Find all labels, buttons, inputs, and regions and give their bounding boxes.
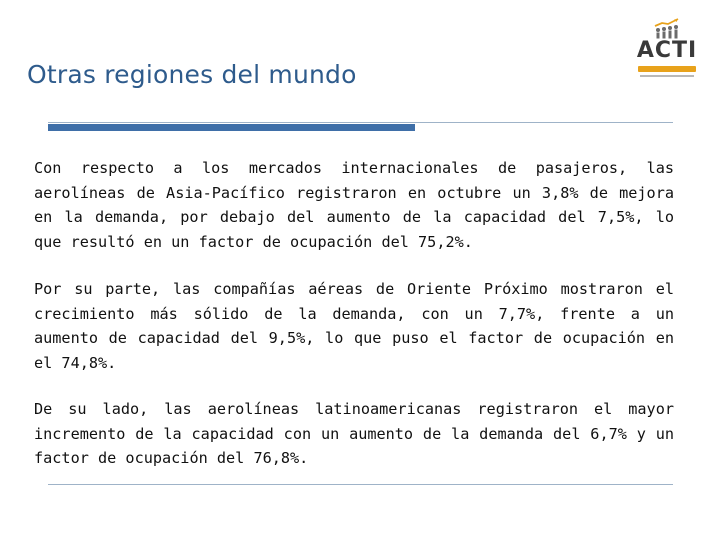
header-accent-bar	[48, 124, 415, 131]
logo-wordmark: ACTI	[636, 38, 698, 63]
paragraph-middle-east: Por su parte, las compañías aéreas de Oriente Próximo mostraron el crecimiento más sólido de la demanda, con un 7,7%, frente a un aumento de capacidad del 9,5%, lo que puso el factor de ocupación en el 74,8%.	[34, 280, 674, 372]
acti-logo	[634, 18, 700, 80]
slide-title: Otras regiones del mundo	[27, 60, 357, 89]
header-rule	[48, 122, 673, 123]
footer-rule	[48, 484, 673, 485]
logo-subline	[640, 75, 694, 77]
paragraph-asia-pacific: Con respecto a los mercados internacionales de pasajeros, las aerolíneas de Asia-Pacífico registraron en octubre un 3,8% de mejora en la demanda, por debajo del aumento de la capacidad del 7,5%, lo que resultó en un factor de ocupación del 75,2%.	[34, 159, 674, 251]
people-chart-icon	[652, 18, 682, 40]
paragraph-latin-america: De su lado, las aerolíneas latinoamericanas registraron el mayor incremento de la capacidad con un aumento de la demanda del 6,7% y un factor de ocupación del 76,8%.	[34, 400, 674, 467]
logo-tagline-bar	[638, 66, 696, 72]
